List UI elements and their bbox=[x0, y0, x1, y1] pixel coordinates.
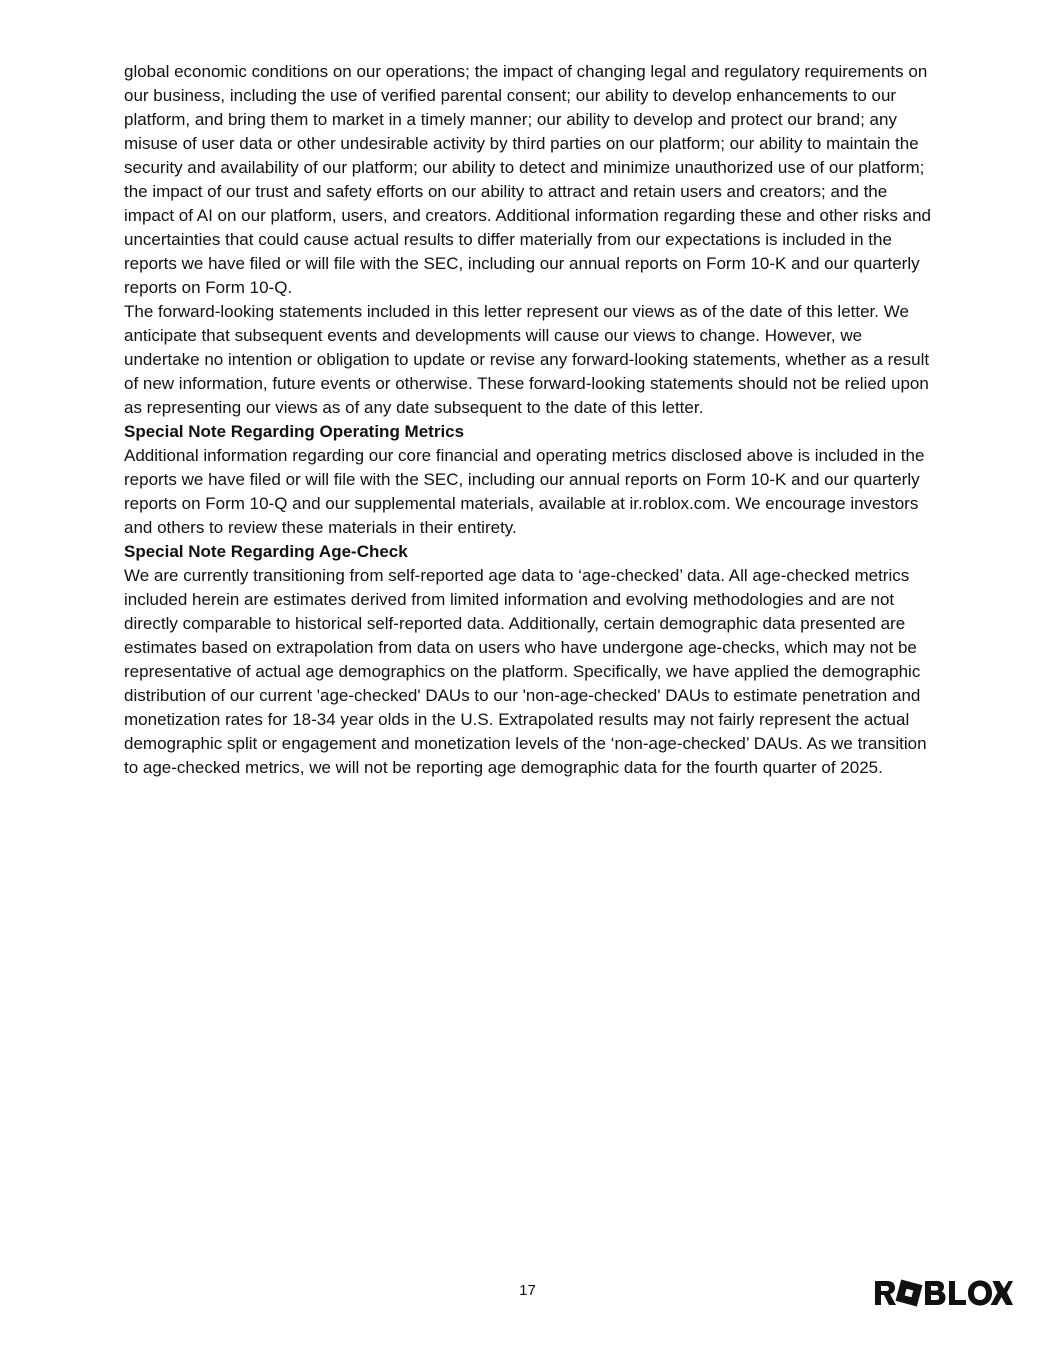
document-body bbox=[124, 60, 932, 780]
roblox-logo-icon bbox=[873, 1278, 1013, 1308]
page-number: 17 bbox=[519, 1282, 536, 1299]
risk-factors-paragraph: global economic conditions on our operations; the impact of changing legal and regulatory requirements on our business, including the use of verified parental consent; our ability to develop enhancements to our platform, and bring them to market in a timely manner; our ability to develop and protect our brand; any misuse of user data or other undesirable activity by third parties on our platform; our ability to maintain the security and availability of our platform; our ability to detect and minimize unauthorized use of our platform; the impact of our trust and safety efforts on our ability to attract and retain users and creators; and the impact of AI on our platform, users, and creators. Additional information regarding these and other risks and uncertainties that could cause actual results to differ materially from our expectations is included in the reports we have filed or will file with the SEC, including our annual reports on Form 10-K and our quarterly reports on Form 10-Q. bbox=[124, 62, 931, 297]
age-check-paragraph: We are currently transitioning from self-reported age data to ‘age-checked’ data. All age-checked metrics included herein are estimates derived from limited information and evolving methodologies and are not directly comparable to historical self-reported data. Additionally, certain demographic data presented are estimates based on extrapolation from data on users who have undergone age-checks, which may not be representative of actual age demographics on the platform. Specifically, we have applied the demographic distribution of our current 'age-checked' DAUs to our 'non-age-checked' DAUs to estimate penetration and monetization rates for 18-34 year olds in the U.S. Extrapolated results may not fairly represent the actual demographic split or engagement and monetization levels of the ‘non-age-checked’ DAUs. As we transition to age-checked metrics, we will not be reporting age demographic data for the fourth quarter of 2025. bbox=[124, 566, 927, 777]
operating-metrics-paragraph: Additional information regarding our core financial and operating metrics disclosed above is included in the reports we have filed or will file with the SEC, including our annual reports on Form 10-K and our quarterly reports on Form 10-Q and our supplemental materials, available at ir.roblox.com. We encourage investors and others to review these materials in their entirety. bbox=[124, 446, 925, 537]
age-check-heading: Special Note Regarding Age-Check bbox=[124, 542, 408, 561]
operating-metrics-heading: Special Note Regarding Operating Metrics bbox=[124, 422, 465, 441]
forward-looking-paragraph: The forward-looking statements included in this letter represent our views as of the date of this letter. We anticipate that subsequent events and developments will cause our views to change. However, we undertake no intention or obligation to update or revise any forward-looking statements, whether as a result of new information, future events or otherwise. These forward-looking statements should not be relied upon as representing our views as of any date subsequent to the date of this letter. bbox=[124, 302, 930, 417]
